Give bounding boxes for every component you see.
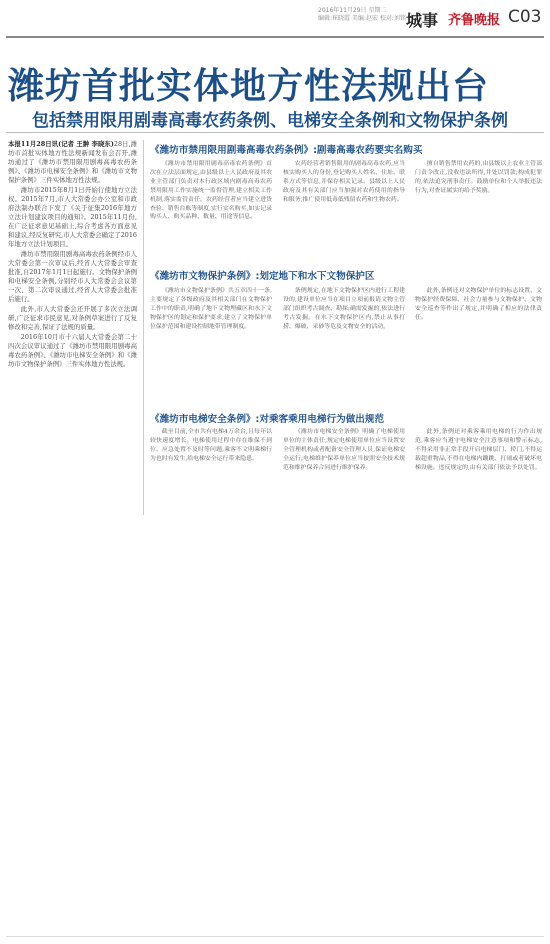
- section-column: [283, 428, 405, 473]
- editor-line: 编辑:崔晓霞 美编:赵宏 校对:刘铭: [318, 15, 406, 22]
- headline-rule: [6, 132, 544, 133]
- lead-column: [8, 140, 137, 370]
- section-column: [150, 428, 272, 464]
- byline: 本报11月28日讯(记者 王翀 李晓东): [8, 140, 114, 148]
- header-meta: [318, 7, 406, 23]
- section-name: 城事: [406, 11, 439, 30]
- section-text: 截至目前,全市共有电梯4万余台,且每年以较快速度增长。电梯使用过程中存在维保不到位、应急处置不及时等问题,乘客不文明乘梯行为也时有发生,给电梯安全运行带来隐患。: [150, 429, 272, 462]
- section-text: 《潍坊市电梯安全条例》明确了电梯使用单位的主体责任,规定电梯使用单位应当设置安全管理机构或者配备安全管理人员,保证电梯安全运行;电梯维护保养单位应当按照安全技术规范和维护保养合同进行维护保养。: [283, 429, 405, 471]
- headline: 潍坊首批实体地方性法规出台: [8, 66, 490, 107]
- section-heading-heritage: 《潍坊市文物保护条例》:划定地下和水下文物保护区: [150, 271, 375, 282]
- lead-paragraph: 2016年10月市十六届人大常委会第二十四次会议审议通过了《潍坊市禁用限用剧毒高毒农药条例》、《潍坊市电梯安全条例》和《潍坊市文物保护条例》三件实体地方性法规。: [8, 333, 137, 368]
- lead-paragraph: 潍坊市2015年8月1日开始行使地方立法权。2015年7月,市人大常委会办公室和市政府法制办联合下发了《关于征集2016年地方立法计划建议项目的通知》。2015年11月份,在广泛征求意见基础上,综合考虑各方面意见和建议,经反复研究,市人大常委会确定了2016年地方立法计划项目。: [8, 186, 137, 248]
- section-text: 此外,条例还对乘客乘用电梯的行为作出规范,乘客应当遵守电梯安全注意事项和警示标志,不得采用非正常手段开启电梯层门、轿门,不得运载超重物品,不得在电梯内蹦跳、打闹或者破坏电梯设施。违反规定的,由有关部门依法予以处罚。: [415, 429, 542, 471]
- column-divider: [143, 140, 144, 515]
- section-text: 《潍坊市文物保护条例》共五章四十一条,主要规定了各级政府及其相关部门在文物保护工作中的职责,明确了地下文物埋藏区和水下文物保护区的划定和保护要求,建立了文物保护单位保护范围和建设控制地带管理制度。: [150, 288, 272, 330]
- section-column: [283, 160, 405, 205]
- section-text: 此外,条例还对文物保护单位的标志设置、文物保护经费保障、社会力量参与文物保护、文物安全巡查等作出了规定,并明确了相应的法律责任。: [415, 288, 542, 321]
- page-header: [0, 0, 550, 38]
- lead-paragraph: 此外,市人大常委会还开展了多次立法调研,广泛征求市民意见,对条例草案进行了反复修改和完善,保证了法规的质量。: [8, 305, 137, 331]
- date-line: 2016年11月29日 星期二: [318, 7, 387, 14]
- section-column: [283, 287, 405, 332]
- section-text: 擅自销售禁用农药的,由县级以上农业主管部门责令改正,没收违法所得,并处以罚款;构成犯罪的,依法追究刑事责任。鼓励单位和个人举报违法行为,对查证属实的给予奖励。: [415, 161, 542, 194]
- lead-paragraph: 潍坊市禁用限用剧毒高毒农药条例经市人大常委会第一次审议后,经省人大常委会审查批准,自2017年1月1日起施行。文物保护条例和电梯安全条例,分别经市人大常委会会议第一次、第二次审议通过,经省人大常委会批准后施行。: [8, 250, 137, 303]
- section-column: [150, 287, 272, 332]
- lead-paragraph: 28日,潍坊市首批实体地方性法规新闻发布会召开,潍坊通过了《潍坊市禁用限用剧毒高毒农药条例》、《潍坊市电梯安全条例》和《潍坊市文物保护条例》三件实体地方性法规。: [8, 140, 137, 184]
- section-column: [415, 428, 542, 473]
- header-rule: [6, 36, 544, 38]
- section-column: [150, 160, 272, 222]
- section-heading-elevator: 《潍坊市电梯安全条例》:对乘客乘用电梯行为做出规范: [150, 414, 385, 425]
- section-column: [415, 287, 542, 323]
- newspaper-logo: 齐鲁晚报: [448, 13, 501, 28]
- section-text: 条例规定,在地下文物保护区内进行工程建设的,建设单位应当在项目立项前报请文物主管部门组织考古调查、勘探;确需发掘的,依法进行考古发掘。在水下文物保护区内,禁止从事打捞、爆破、采砂等危及文物安全的活动。: [283, 288, 405, 330]
- section-text: 农药经营者销售限用的剧毒高毒农药,应当核实购买人的身份,登记购买人姓名、住址、联系方式等信息,并保存相关记录。县级以上人民政府及其有关部门应当加强对农药使用的指导和服务,推广使用低毒低残留农药和生物农药。: [283, 161, 405, 203]
- section-column: [415, 160, 542, 196]
- subheadline: 包括禁用限用剧毒高毒农药条例、电梯安全条例和文物保护条例: [32, 111, 508, 131]
- bottom-rule: [6, 936, 544, 937]
- section-text: 《潍坊市禁用限用剧毒高毒农药条例》首次在立法层面规定,由县级以上人民政府及其农业主管部门负责对本行政区域内剧毒高毒农药禁用限用工作实施统一监督管理,建立相关工作机制,落实监管责任。农药经营者应当建立进货查验、销售台账等制度,实行实名购买,如实记录购买人、购买品种、数量、用途等信息。: [150, 161, 272, 221]
- page-number: C03: [508, 7, 542, 27]
- section-heading-pesticide: 《潍坊市禁用限用剧毒高毒农药条例》:剧毒高毒农药要实名购买: [150, 145, 423, 156]
